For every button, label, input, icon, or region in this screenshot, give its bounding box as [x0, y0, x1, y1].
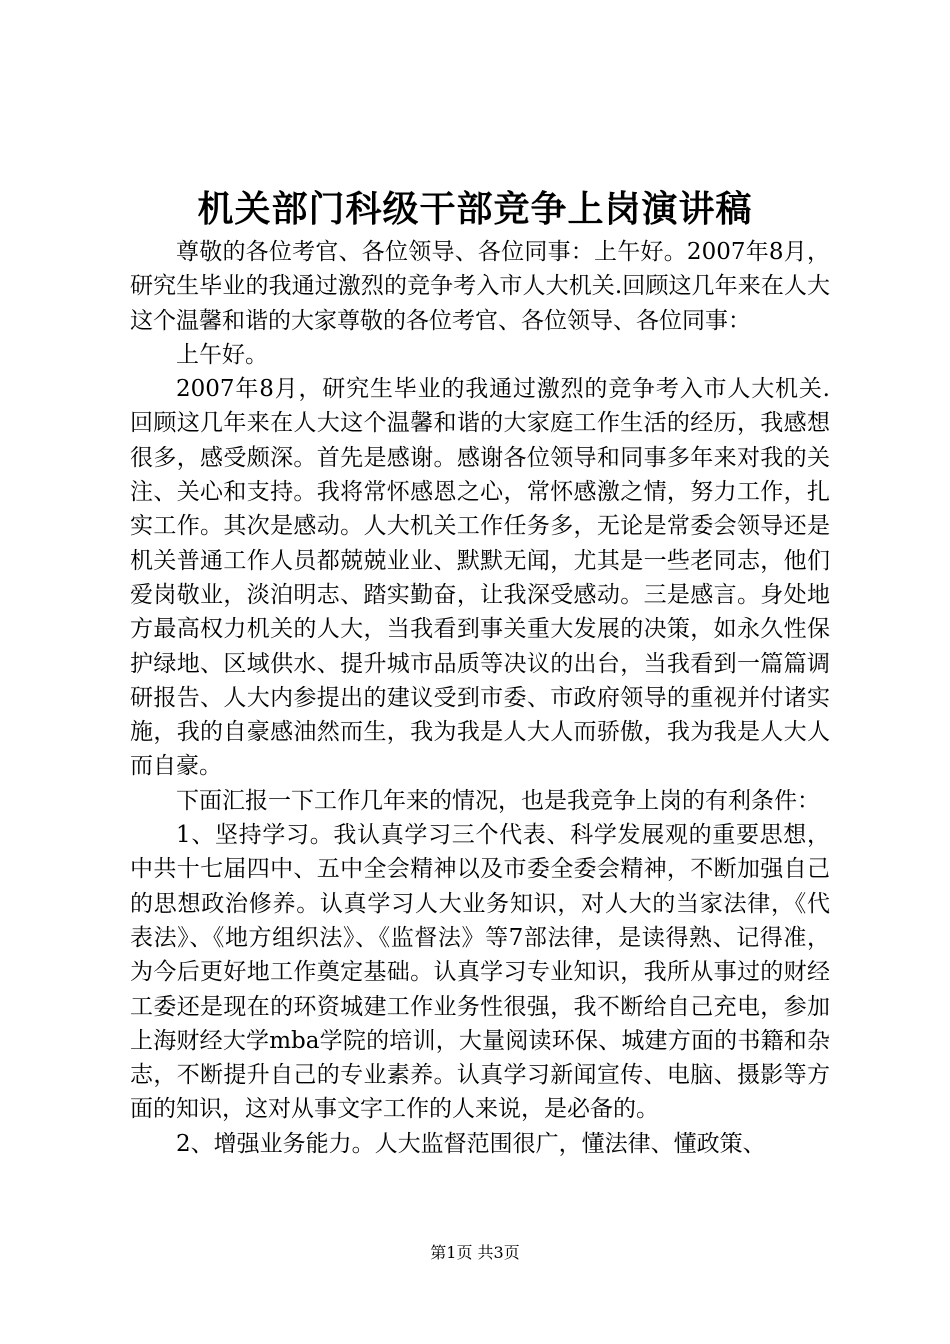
paragraph-ability: 2、增强业务能力。人大监督范围很广，懂法律、懂政策、 — [176, 1130, 766, 1157]
document-title: 机关部门科级干部竞争上岗演讲稿 — [197, 188, 753, 230]
paragraph-report-intro: 下面汇报一下工作几年来的情况，也是我竞争上岗的有利条件： — [176, 787, 820, 814]
paragraph-greeting: 上午好。 — [176, 341, 268, 368]
page-footer: 第1页 共3页 — [430, 1243, 520, 1262]
paragraph-greeting-intro: 尊敬的各位考官、各位领导、各位同事：上午好。2007年8月，研究生毕业的我通过激烈的竞争考入市人大机关.回顾这几年来在人大这个温馨和谐的大家尊敬的各位考官、各位领导、各位同事： — [130, 239, 830, 334]
paragraph-experience: 2007年8月，研究生毕业的我通过激烈的竞争考入市人大机关.回顾这几年来在人大这个温馨和谐的大家庭工作生活的经历，我感想很多，感受颇深。首先是感谢。感谢各位领导和同事多年来对我的关注、关心和支持。我将常怀感恩之心，常怀感激之情，努力工作，扎实工作。其次是感动。人大机关工作任务多，无论是常委会领导还是机关普通工作人员都兢兢业业、默默无闻，尤其是一些老同志，他们爱岗敬业，淡泊明志、踏实勤奋，让我深受感动。三是感言。身处地方最高权力机关的人大，当我看到事关重大发展的决策，如永久性保护绿地、区域供水、提升城市品质等决议的出台，当我看到一篇篇调研报告、人大内参提出的建议受到市委、市政府领导的重视并付诸实施，我的自豪感油然而生，我为我是人大人而骄傲，我为我是人大人而自豪。 — [130, 376, 830, 780]
document-body — [130, 235, 830, 1161]
paragraph-study: 1、坚持学习。我认真学习三个代表、科学发展观的重要思想，中共十七届四中、五中全会精神以及市委全委会精神，不断加强自己的思想政治修养。认真学习人大业务知识，对人大的当家法律，《代表法》、《地方组织法》、《监督法》等7部法律，是读得熟、记得准，为今后更好地工作奠定基础。认真学习专业知识，我所从事过的财经工委还是现在的环资城建工作业务性很强，我不断给自己充电，参加上海财经大学mba学院的培训，大量阅读环保、城建方面的书籍和杂志，不断提升自己的专业素养。认真学习新闻宣传、电脑、摄影等方面的知识，这对从事文字工作的人来说，是必备的。 — [130, 822, 830, 1123]
